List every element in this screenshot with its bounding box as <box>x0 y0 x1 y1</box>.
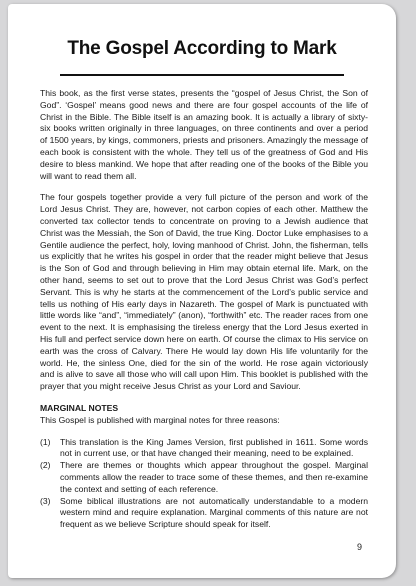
marginal-notes-list <box>40 437 368 531</box>
page-title: The Gospel According to Mark <box>67 38 337 59</box>
list-item-number: (3) <box>40 495 51 506</box>
list-item <box>40 460 368 495</box>
list-item-text: There are themes or thoughts which appear throughout the gospel. Marginal comments allow the reader to trace some of these themes, and then re-examine the context and setting of each reference. <box>60 460 368 494</box>
list-item-text: Some biblical illustrations are not automatically understandable to a modern western mind and require explanation. Marginal comments of this nature are not frequent as we believe Scripture should speak for itself. <box>60 495 368 530</box>
marginal-notes-intro: This Gospel is published with marginal notes for three reasons: <box>40 414 280 425</box>
list-item-text: This translation is the King James Version, first published in 1611. Some words not in current use, or that have changed their meaning, need to be explained. <box>60 436 368 459</box>
page-body <box>40 88 368 531</box>
title-underline <box>60 74 344 76</box>
marginal-notes-heading: MARGINAL NOTES <box>40 402 119 413</box>
gospels-paragraph: The four gospels together provide a very full picture of the person and work of the Lord Jesus Christ. They are, however, not carbon copies of each other. Matthew the converted tax collector tends to concentrate on proving to a Jewish audience that Christ was the Messiah, the Son of David, the true King. Doctor Luke emphasises to a Gentile audience the perfect, holy, loving manhood of Christ. John, the fisherman, tells us explicitly that he writes his gospel in order that the reader might believe that Jesus is the Son of God and through believing in Him may obtain eternal life. Mark, on the other hand, seems to set out to prove that the Lord Jesus Christ was God’s perfect Servant. This is why he starts at the commencement of the Lord’s public service and tells us nothing of His early days in Nazareth. The gospel of Mark is punctuated with little words like “and”, “immediately” (anon), “forthwith” etc. The reader races from one event to the next. It is emphasising the tireless energy that the Lord Jesus exerted in His full and perfect service down here on earth. Of course the climax to His service on earth was the cross of Calvary. There He would lay down His life voluntarily for the world. He, the sinless One, died for the sin of the world. He rose again victoriously and is alive to save all those who will call upon Him. This booklet is published with the prayer that you might receive Jesus Christ as your Lord and Saviour. <box>40 192 368 392</box>
list-item-number: (1) <box>40 436 51 447</box>
document-page <box>8 4 396 578</box>
list-item-number: (2) <box>40 460 51 471</box>
intro-paragraph: This book, as the first verse states, presents the “gospel of Jesus Christ, the Son of God”. ‘Gospel’ means good news and there are four gospel accounts of the life of Christ in the Bible. The Bible itself is an amazing book. It is actually a library of sixty-six books written originally in three languages, on three continents and over a period of 1500 years, by kings, commoners, priests and prisoners. Amazingly the message of each book is consistent with the whole. They tell us of the greatness of God and His desire to bless mankind. We hope that after reading one of the books of the Bible you will want to read them all. <box>40 88 368 181</box>
page-number: 9 <box>356 542 362 552</box>
list-item <box>40 496 368 531</box>
list-item <box>40 437 368 461</box>
